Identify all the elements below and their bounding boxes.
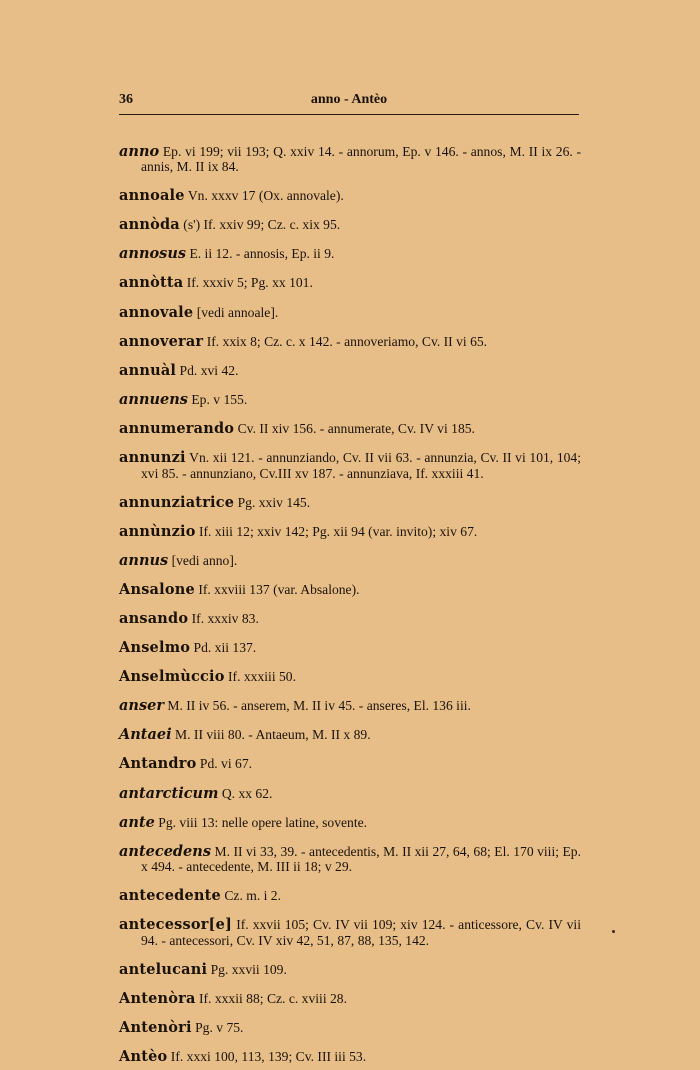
entry-text: Cv. II xiv 156. - annumerate, Cv. IV vi 185. [237,420,475,436]
entry-text: If. xxxi 100, 113, 139; Cv. III iii 53. [170,1049,367,1065]
entry [119,640,581,656]
headword: antarcticum [119,784,219,802]
entry [119,669,581,685]
headword: annuens [119,390,188,408]
headword: annòtta [119,274,184,292]
headword: annòda [119,216,180,234]
entry-text: Ep. vi 199; vii 193; Q. xxiv 14. - annorum, Ep. v 146. - annos, M. II ix 26. - annis, M. II ix 84. [141,143,581,175]
headword: ante [119,813,155,831]
entry [119,363,581,379]
entry [119,786,581,802]
entry [119,611,581,627]
entry-text: Pd. xvi 42. [179,362,239,378]
entry [119,917,581,948]
headword: annuàl [119,361,177,379]
entry-text: (s') If. xxiv 99; Cz. c. xix 95. [183,217,341,233]
headword: annovale [119,303,194,321]
entry [119,582,581,598]
entry [119,962,581,978]
headword: Ansalone [119,580,195,598]
entry [119,815,581,831]
entry [119,495,581,511]
entry-text: Pd. vi 67. [199,756,253,772]
entry [119,421,581,437]
entry-text: If. xxxiii 50. [228,669,296,685]
entry [119,756,581,772]
entry-text: [vedi annoale]. [196,304,279,320]
headword: Antaei [119,726,172,744]
entry [119,188,581,204]
entry [119,1020,581,1036]
entry-text: Pg. xxiv 145. [237,494,311,510]
headword: annoale [119,187,185,205]
entry [119,217,581,233]
entry-text: If. xxviii 137 (var. Absalone). [198,581,360,597]
headword: antecedente [119,887,221,905]
entry [119,450,581,481]
entry [119,524,581,540]
headword: Antenòri [119,1019,192,1037]
entry-text: M. II vi 33, 39. - antecedentis, M. II xii 27, 64, 68; El. 170 viii; Ep. x 494. - antecedente, M. III ii 18; v 29. [141,843,582,875]
entry [119,144,581,175]
entry [119,392,581,408]
entry-text: Pg. v 75. [195,1020,244,1036]
entry [119,275,581,291]
headword: antelucani [119,961,208,979]
entry-list [119,130,581,1070]
entry-text: If. xiii 12; xxiv 142; Pg. xii 94 (var. invito); xiv 67. [198,523,478,539]
entry [119,844,581,875]
entry-text: Pg. xxvii 109. [210,962,287,978]
entry-text: M. II viii 80. - Antaeum, M. II x 89. [175,727,371,743]
entry-text: Q. xx 62. [221,785,273,801]
entry [119,1049,581,1065]
entry-text: Ep. v 155. [191,391,248,407]
ink-speck [612,930,615,933]
entry-text: If. xxix 8; Cz. c. x 142. - annoveriamo, Cv. II vi 65. [206,333,488,349]
entry-text: Vn. xxxv 17 (Ox. annovale). [187,188,344,204]
page-number: 36 [119,92,133,107]
headword: anno [119,142,160,160]
headword: antecessor[e] [119,916,233,934]
headword: ansando [119,610,189,627]
entry-text: Pd. xii 137. [193,640,257,656]
entry [119,991,581,1007]
entry [119,553,581,569]
headword: annunzi [119,449,186,467]
running-head: anno - Antèo [310,92,388,107]
headword: annùnzio [119,522,196,540]
headword: annosus [119,245,187,263]
entry-text: Cz. m. i 2. [224,888,281,904]
headword: antecedens [119,842,211,860]
entry-text: E. ii 12. - annosis, Ep. ii 9. [189,246,335,262]
headword: Anselmo [119,639,191,657]
entry [119,727,581,743]
entry-text: If. xxvii 105; Cv. IV vii 109; xiv 124. - anticessore, Cv. IV vii 94. - antecessori, Cv. IV xiv 42, 51, 87, 88, 135, 142. [141,917,581,948]
headword: Antandro [119,755,197,773]
headword: Antenòra [119,990,196,1008]
entry [119,334,581,350]
headword: annus [119,551,169,569]
headword: Anselmùccio [119,668,225,686]
entry [119,305,581,321]
headword: annumerando [119,419,235,437]
page-header [119,92,579,115]
entry-text: Vn. xii 121. - annunziando, Cv. II vii 63. - annunzia, Cv. II vi 101, 104; xvi 85. - annunziano, Cv.III xv 187. - annunziava, If. xxxiii 41. [141,450,581,481]
entry [119,698,581,714]
headword: annoverar [119,332,204,350]
entry-text: Pg. viii 13: nelle opere latine, sovente. [158,814,368,830]
headword: anser [119,697,164,715]
entry-text: M. II iv 56. - anserem, M. II iv 45. - anseres, El. 136 iii. [167,698,471,714]
entry-text: If. xxxiv 5; Pg. xx 101. [186,275,313,291]
entry [119,246,581,262]
entry-text: If. xxxiv 83. [191,611,259,626]
entry-text: [vedi anno]. [171,552,238,568]
entry-text: If. xxxii 88; Cz. c. xviii 28. [198,991,347,1007]
entry [119,888,581,904]
headword: Antèo [119,1048,168,1066]
headword: annunziatrice [119,493,235,511]
